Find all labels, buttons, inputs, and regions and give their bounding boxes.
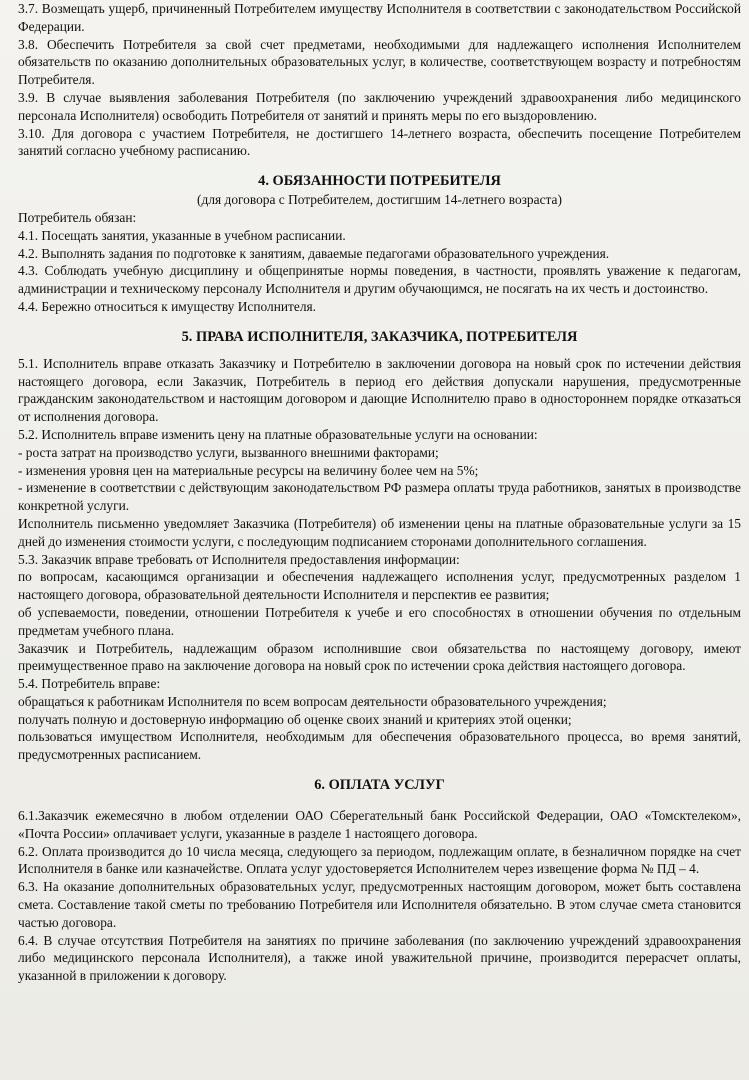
section-4-subtitle: (для договора с Потребителем, достигшим 14-летнего возраста)	[197, 192, 562, 208]
clause-5-2-item: - роста затрат на производство услуги, вызванного внешними факторами;	[18, 444, 439, 460]
clause-4-3: 4.3. Соблюдать учебную дисциплину и общепринятые нормы поведения, в частности, проявлять уважение к педагогам, администрации и техническому персоналу Исполнителя и другим обучающимся, не посягать на их честь и достоинство.	[18, 263, 741, 297]
clause-4-2: 4.2. Выполнять задания по подготовке к занятиям, даваемые педагогами образовательного учреждения.	[18, 245, 610, 261]
clause-6-2: 6.2. Оплата производится до 10 числа месяца, следующего за периодом, подлежащим оплате, в безналичном порядке на счет Исполнителя в банке или казначействе. Оплата услуг удостоверяется Исполнителем через извещение форма № ПД – 4.	[18, 843, 741, 877]
clause-3-8: 3.8. Обеспечить Потребителя за свой счет предметами, необходимыми для надлежащего исполнения Исполнителем обязательств по оказанию дополнительных образовательных услуг, в количестве, соответствующем возрасту и потребностям Потребителя.	[18, 36, 741, 88]
clause-6-4: 6.4. В случае отсутствия Потребителя на занятиях по причине заболевания (по заключению учреждений здравоохранения либо медицинского персонала Исполнителя), а также иной уважительной причине, производится перерасчет оплаты, указанной в приложении к договору.	[18, 932, 741, 984]
clause-6-3: 6.3. На оказание дополнительных образовательных услуг, предусмотренных настоящим договором, может быть составлена смета. Составление такой сметы по требованию Потребителя или Исполнителя обязательно. В этом случае смета становится частью договора.	[18, 879, 741, 930]
clause-5-4-item: обращаться к работникам Исполнителя по всем вопросам деятельности образовательного учреждения;	[18, 693, 607, 709]
clause-5-2-note: Исполнитель письменно уведомляет Заказчика (Потребителя) об изменении цены на платные образовательные услуги за 15 дней до изменения стоимости услуги, с последующим подписанием сторонами дополнительного соглашения.	[18, 515, 741, 549]
clause-5-4-item: получать полную и достоверную информацию об оценке своих знаний и критериях этой оценки;	[18, 711, 572, 727]
clause-5-2: 5.2. Исполнитель вправе изменить цену на платные образовательные услуги на основании:	[18, 426, 538, 442]
clause-5-3: 5.3. Заказчик вправе требовать от Исполнителя предоставления информации:	[18, 551, 460, 567]
clause-3-10: 3.10. Для договора с участием Потребителя, не достигшего 14-летнего возраста, обеспечить посещение Потребителем занятий согласно учебному расписанию.	[18, 125, 741, 159]
clause-6-1: 6.1.Заказчик ежемесячно в любом отделении ОАО Сберегательный банк Российской Федерации, ОАО «Томсктелеком», «Почта России» оплачивает услуги, указанные в разделе 1 настоящего договора.	[18, 808, 741, 841]
clause-3-7: 3.7. Возмещать ущерб, причиненный Потребителем имуществу Исполнителя в соответствии с законодательством Российской Федерации.	[18, 1, 741, 34]
clause-5-2-item: - изменение в соответствии с действующим законодательством РФ размера оплаты труда работников, занятых в производстве конкретной услуги.	[18, 480, 741, 514]
clause-5-3-note: Заказчик и Потребитель, надлежащим образом исполнившие свои обязательства по настоящему договору, имеют преимущественное право на заключение договора на новый срок по истечении срока действия настоящего договора.	[18, 640, 741, 674]
clause-5-3-item: об успеваемости, поведении, отношении Потребителя к учебе и его способностях в отношении обучения по отдельным предметам учебного плана.	[18, 604, 741, 638]
clause-5-4: 5.4. Потребитель вправе:	[18, 676, 161, 692]
clause-5-1: 5.1. Исполнитель вправе отказать Заказчику и Потребителю в заключении договора на новый срок по истечении действия настоящего договора, если Заказчик, Потребитель в период его действия допускали нарушения, предусмотренные гражданским законодательством и настоящим договором и дающие Исполнителю право в одностороннем порядке отказаться от исполнения договора.	[18, 355, 741, 425]
section-4-intro: Потребитель обязан:	[18, 209, 137, 225]
clause-4-1: 4.1. Посещать занятия, указанные в учебном расписании.	[18, 227, 346, 243]
clause-5-4-item: пользоваться имуществом Исполнителя, необходимым для обеспечения образовательного процесса, во время занятий, предусмотренных расписанием.	[18, 729, 741, 763]
clause-5-3-item: по вопросам, касающимся организации и обеспечения надлежащего исполнения услуг, предусмотренных разделом 1 настоящего договора, образовательной деятельности Исполнителя и перспектив ее развития;	[18, 569, 741, 603]
section-5-title: 5. ПРАВА ИСПОЛНИТЕЛЯ, ЗАКАЗЧИКА, ПОТРЕБИТЕЛЯ	[181, 328, 578, 345]
section-6-title: 6. ОПЛАТА УСЛУГ	[314, 777, 445, 794]
clause-4-4: 4.4. Бережно относиться к имуществу Исполнителя.	[18, 298, 317, 314]
clause-5-2-item: - изменения уровня цен на материальные ресурсы на величину более чем на 5%;	[18, 462, 479, 478]
section-4-title: 4. ОБЯЗАННОСТИ ПОТРЕБИТЕЛЯ	[258, 173, 501, 190]
clause-3-9: 3.9. В случае выявления заболевания Потребителя (по заключению учреждений здравоохранения либо медицинского персонала Исполнителя) освободить Потребителя от занятий и принять меры по его выздоровлению.	[18, 89, 741, 123]
